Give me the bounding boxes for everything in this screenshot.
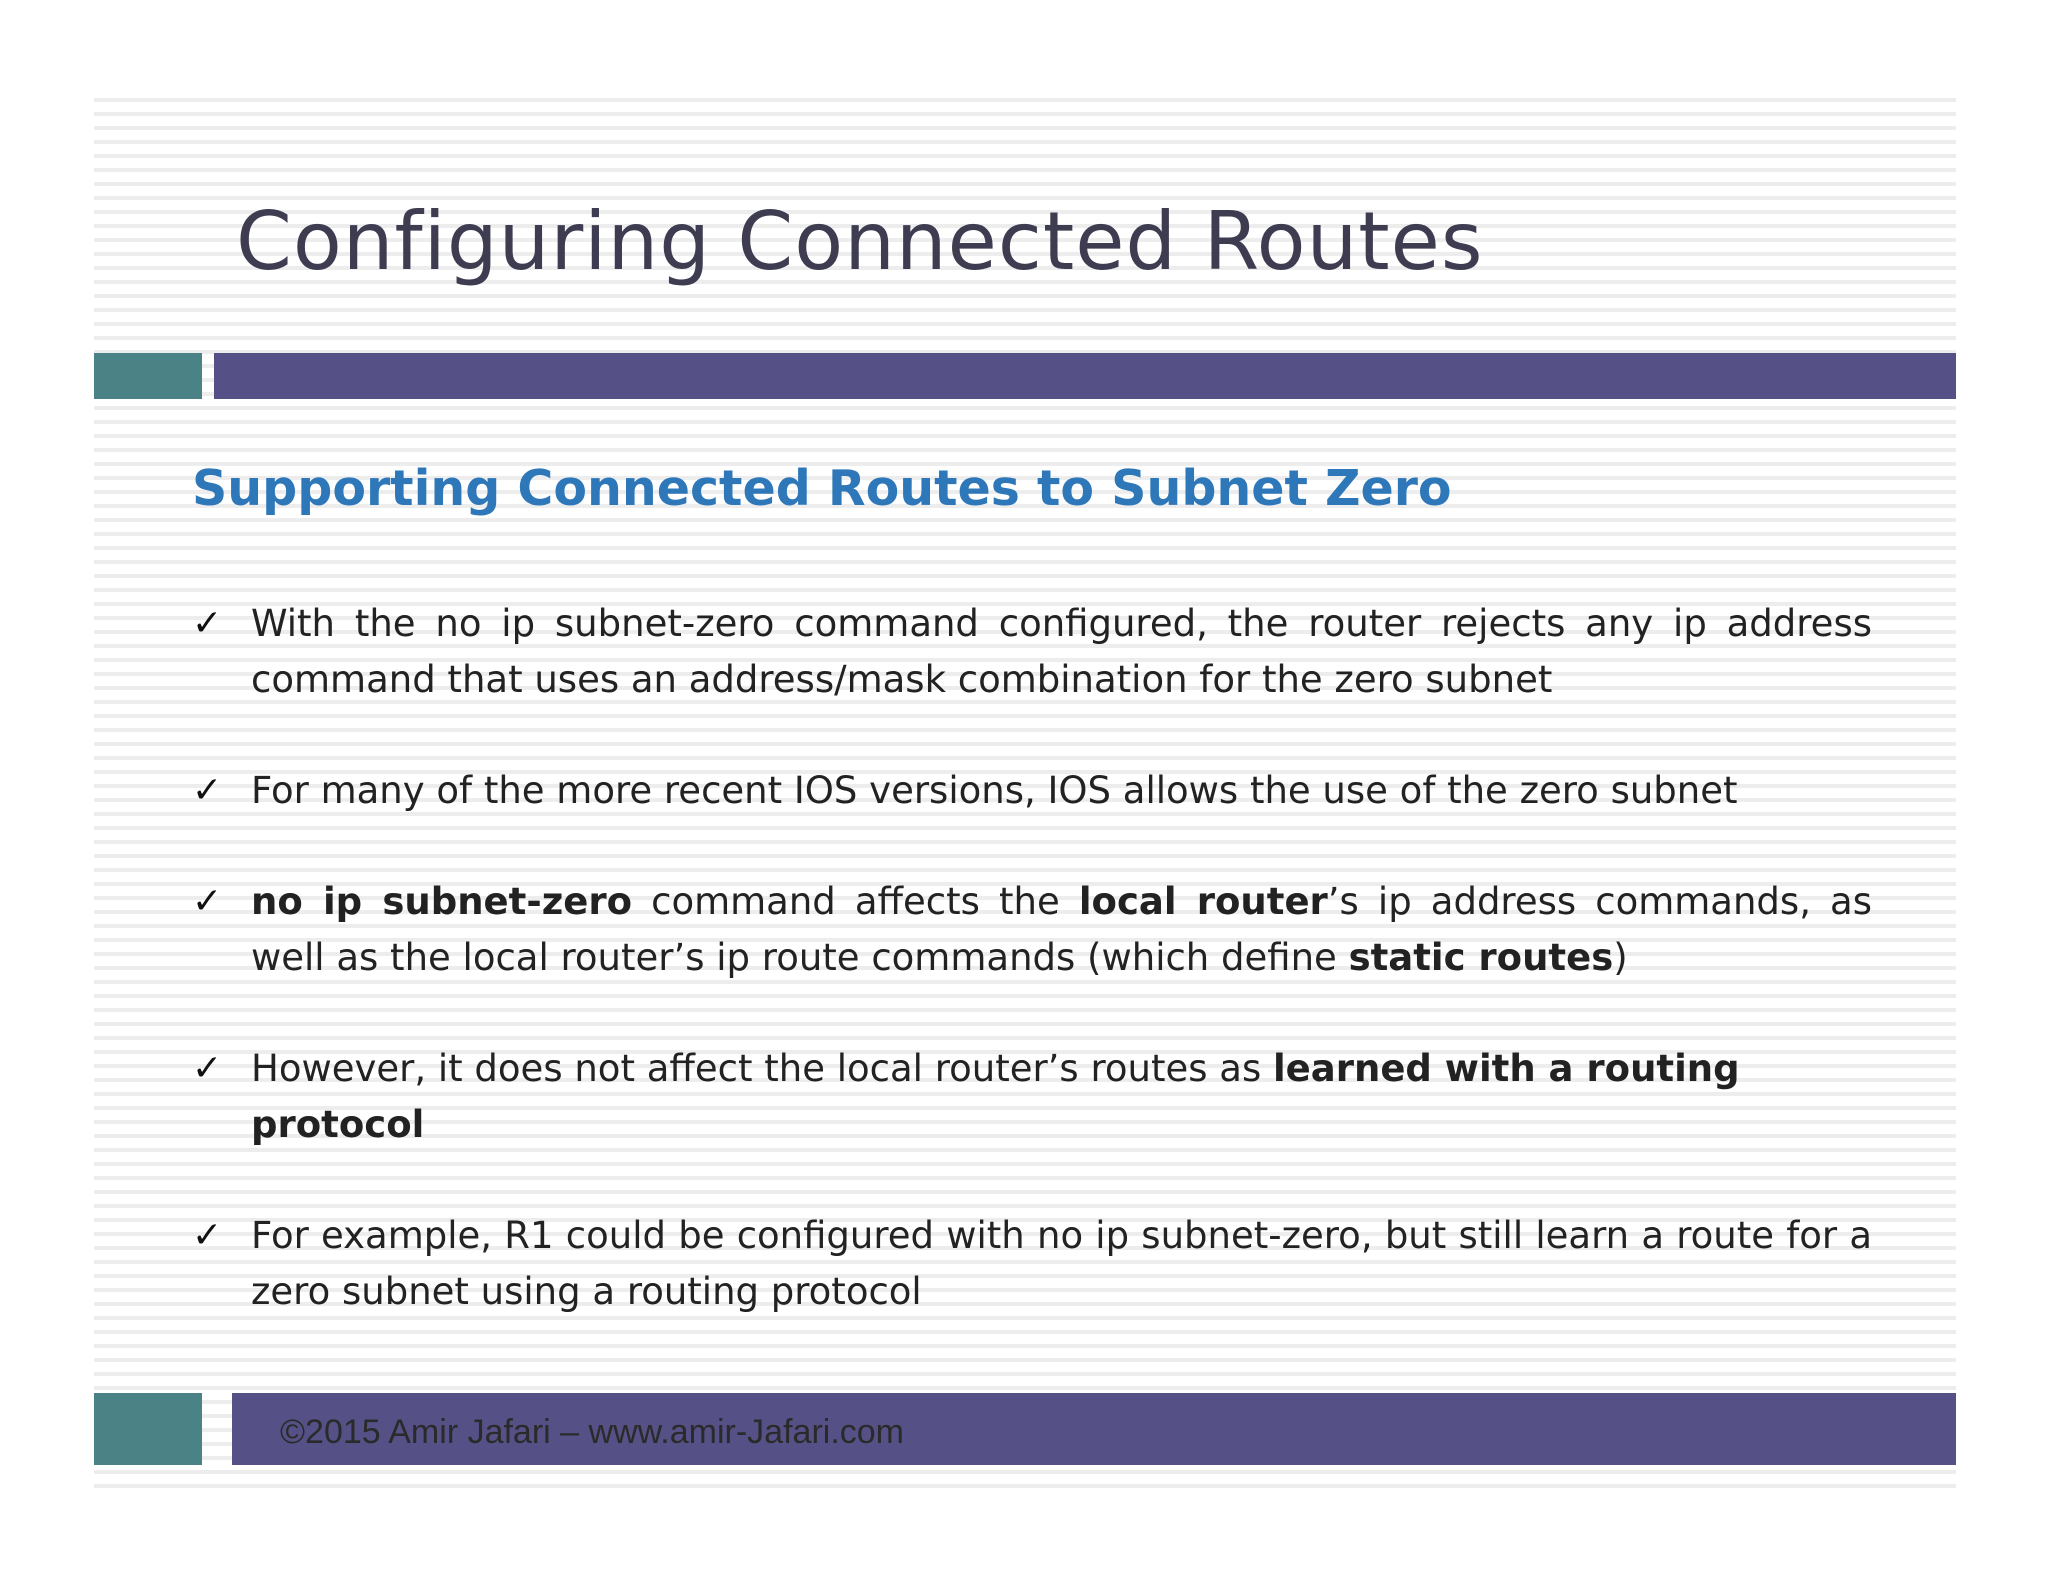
checkmark-icon: ✓ [192,770,223,811]
bullet-list [192,596,1872,1375]
checkmark-icon: ✓ [192,881,223,922]
bullet-bold-text: no ip subnet-zero [251,880,632,923]
bullet-item [192,874,1872,986]
bullet-bold-text: learned with a routing protocol [251,1047,1740,1146]
bullet-bold-text: static routes [1348,936,1614,979]
slide-title: Configuring Connected Routes [236,195,1484,288]
bullet-text: command affects the [632,880,1079,923]
bullet-item [192,763,1872,819]
bullet-text: For example, R1 could be configured with no ip subnet-zero, but still learn a route for a zero subnet using a routing protocol [251,1214,1872,1313]
bullet-text: For many of the more recent IOS versions, IOS allows the use of the zero subnet [251,769,1738,812]
slide-subtitle: Supporting Connected Routes to Subnet Zero [192,460,1452,517]
footer-copyright: ©2015 Amir Jafari – www.amir-Jafari.com [280,1413,905,1451]
footer-accent-block [94,1393,202,1465]
checkmark-icon: ✓ [192,603,223,644]
bullet-text: With the no ip subnet-zero command configured, the router rejects any ip address command that uses an address/mask combination for the zero subnet [251,602,1872,701]
checkmark-icon: ✓ [192,1048,223,1089]
bullet-item [192,1208,1872,1320]
bullet-text: ’s ip address commands, as well as the local router’s ip route commands (which define [251,880,1872,979]
bullet-text: However, it does not affect the local router’s routes as [251,1047,1273,1090]
checkmark-icon: ✓ [192,1215,223,1256]
bullet-item [192,596,1872,708]
bullet-bold-text: local router [1078,880,1328,923]
bullet-item [192,1041,1872,1153]
bullet-text: ) [1613,936,1628,979]
header-divider-bar [214,353,1956,399]
header-accent-block [94,353,202,399]
